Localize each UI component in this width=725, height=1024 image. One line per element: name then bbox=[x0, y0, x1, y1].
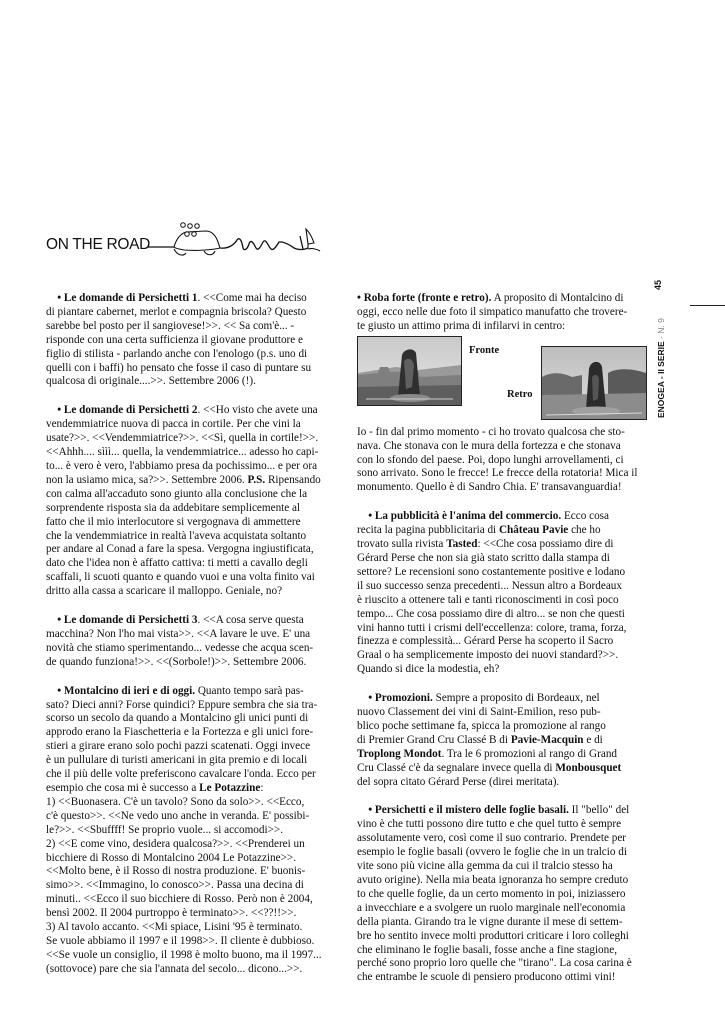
text-line: esempio le foglie basali (ovvero le foglie che in un tralcio di bbox=[357, 846, 627, 859]
text-line: fatto che il mio interlocutore si vergognava di ammettere bbox=[46, 515, 301, 528]
item-heading: • La pubblicità è l'anima del commercio. bbox=[368, 510, 562, 523]
monument-front-photo bbox=[357, 336, 462, 406]
text-line: Cru Classé c'è da segnalare invece quella di bbox=[357, 761, 556, 774]
text-line: Quando si dice la modestia, eh? bbox=[357, 663, 500, 676]
text-line: vite sono più vicine alla gemma da cui il tralcio stesso ha bbox=[357, 860, 613, 873]
text-line: con calma all'accaduto sono giunto alla conclusione che la bbox=[46, 487, 308, 500]
text-line: della pianta. Girando tra le vigne durante il mese di settem- bbox=[357, 915, 623, 928]
chateau-name: Château Pavie bbox=[498, 524, 569, 537]
magazine-title: Tasted bbox=[446, 538, 478, 551]
text-line: che il più delle volte preferiscono cavalcare l'onda. Ecco per bbox=[46, 768, 316, 781]
text-line: stieri a girare erano solo pochi pazzi scatenati. Oggi invece bbox=[46, 740, 311, 753]
running-head bbox=[653, 280, 713, 440]
text-line: minuti.. <<Ecco il suo bicchiere di Rosso. Però non è 2004, bbox=[46, 893, 313, 906]
text-line: il suo successo senza precedenti... Nessun altro a Bordeaux bbox=[357, 579, 622, 592]
photo-caption-front: Fronte bbox=[469, 344, 500, 356]
text-line: 3) Al tavolo accanto. <<Mi spiace, Lisini '95 è terminato. bbox=[46, 921, 303, 934]
text-line: oggi, ecco nelle due foto il simpatico manufatto che trovere- bbox=[357, 305, 628, 318]
paragraph-pubblicita bbox=[357, 510, 644, 677]
text-line: vendemmiatrice nuova di pacca in cortile. Per che vini la bbox=[46, 418, 301, 431]
text-line: finezza e complessità... Gérard Perse ha scoperto il Sacro bbox=[357, 635, 614, 648]
paragraph-montalcino bbox=[46, 685, 333, 977]
text-line: scaffali, li scuoti quanto e quando vuoi e una volta finito vai bbox=[46, 571, 315, 584]
monument-back-photo bbox=[541, 346, 647, 420]
paragraph-roba-forte-comment bbox=[357, 426, 644, 496]
text-line: dritto alla cassa a scaricare il malloppo. Geniale, no? bbox=[46, 585, 283, 598]
text-line: scorso un secolo da quando a Montalcino gli unici punti di bbox=[46, 712, 309, 725]
text-line: Gérard Perse che non sia già stato scritto dalla stampa di bbox=[357, 551, 610, 564]
item-heading: • Persichetti e il mistero delle foglie basali. bbox=[368, 804, 569, 817]
text-line: avuto origine). Nella mia beata ignoranza ho sempre creduto bbox=[357, 874, 629, 886]
text-line: . <<Ho visto che avete una bbox=[197, 404, 318, 417]
text-line: te giusto un attimo prima di infilarvi in centro: bbox=[357, 319, 566, 332]
text-line: figlio di stilista - parlando anche con l'enologo (p.s. uno di bbox=[46, 347, 308, 360]
text-line: con lo sfondo del paese. Poi, dopo lunghi arrovellamenti, ci bbox=[357, 453, 624, 466]
wine-name: Pavie-Macquin bbox=[510, 733, 584, 746]
ps-label: P.S. bbox=[247, 473, 266, 486]
text-line: A proposito di Montalcino di bbox=[491, 292, 624, 304]
text-line: di Premier Grand Cru Classé B di bbox=[357, 733, 511, 746]
issue-number: N. 9 bbox=[656, 318, 666, 334]
text-line: c'è questo>>. <<Ne vedo uno anche in veranda. E' possibi- bbox=[46, 809, 310, 822]
text-line: to... è vero è vero, l'abbiamo presa da pochissimo... e per ora bbox=[46, 459, 318, 472]
text-line: qualcosa di originale....>>. Settembre 2006 (!). bbox=[46, 375, 256, 388]
text-line: che ho bbox=[568, 524, 601, 537]
text-line: blico poche settimane fa, spicca la promozione al rango bbox=[357, 719, 606, 732]
text-line: tempo... Che cosa possiamo dire di altro... se non che questi bbox=[357, 607, 625, 620]
right-column bbox=[357, 292, 644, 985]
paragraph-persichetti-3 bbox=[46, 614, 333, 670]
paragraph-persichetti-1 bbox=[46, 292, 333, 389]
text-line: che eliminano le foglie basali, fosse anche a fine stagione, bbox=[357, 943, 618, 956]
text-line: sorprendente risposta sia da addebitare semplicemente al bbox=[46, 501, 301, 514]
text-line: è un pullulare di turisti americani in gita premio e di locali bbox=[46, 754, 308, 767]
text-line: . <<A cosa serve questa bbox=[197, 614, 304, 627]
text-line: <<Se vuole un consiglio, il 1998 è molto buono, ma il 1997... bbox=[46, 948, 322, 961]
text-line: esempio che cosa mi è successo a bbox=[46, 782, 200, 794]
text-line: recita la pagina pubblicitaria di bbox=[357, 524, 499, 537]
photo-caption-back: Retro bbox=[507, 388, 533, 400]
text-line: bicchiere di Rosso di Montalcino 2004 Le Potazzine>>. bbox=[46, 851, 296, 864]
text-line: macchina? Non l'ho mai vista>>. <<A lavare le uve. E' una bbox=[46, 627, 311, 640]
text-line: 2) <<E come vino, desidera qualcosa?>>. <<Prenderei un bbox=[46, 837, 305, 850]
text-line: : <<Che cosa possiamo dire di bbox=[477, 538, 614, 551]
text-line: trovato sulla rivista bbox=[357, 538, 447, 551]
text-line: approdo erano la Fiaschetteria e la Fortezza e gli unici fore- bbox=[46, 726, 314, 739]
text-line: assolutamente vero, così come il suo contrario. Prendete per bbox=[357, 832, 627, 845]
section-header bbox=[46, 218, 346, 263]
text-line: Ecco cosa bbox=[561, 510, 609, 523]
text-line: bre ho sentito invece molti produttori criticare i loro colleghi bbox=[357, 929, 629, 942]
text-line: usate?>>. <<Vendemmiatrice?>>. <<Sì, quella in cortile!>>. bbox=[46, 432, 319, 445]
text-line: sono arrivato. Sono le frecce! Le frecce della rotatoria! Mica il bbox=[357, 467, 638, 480]
text-line: <<Ahhh.... sììì... quella, la vendemmiatrice... adesso ho capi- bbox=[46, 446, 319, 459]
item-heading: • Le domande di Persichetti 2 bbox=[57, 404, 198, 417]
text-line: le?>>. <<Sbuffff! Se proprio vuole... si accomodi>>. bbox=[46, 823, 284, 836]
place-name: Le Potazzine bbox=[199, 782, 261, 794]
text-line: 1) <<Buonasera. C'è un tavolo? Sono da solo>>. <<Ecco, bbox=[46, 795, 305, 808]
paragraph-foglie-basali bbox=[357, 804, 644, 985]
text-line: è riuscito a ottenere tali e tanti riconoscimenti in così poco bbox=[357, 593, 619, 606]
text-line: risponde con una certa sufficienza il giovane produttore e bbox=[46, 333, 304, 346]
text-line: e di bbox=[583, 733, 603, 746]
section-title: ON THE ROAD bbox=[46, 236, 151, 253]
text-line: sato? Dieci anni? Forse quindici? Eppure sembra che sia tra- bbox=[46, 698, 318, 711]
text-line: di piantare cabernet, merlot e compagnia briscola? Questo bbox=[46, 305, 307, 318]
text-line: : bbox=[260, 782, 264, 794]
text-line: monumento. Quello è di Sandro Chia. E' transavanguardia! bbox=[357, 481, 622, 494]
item-heading: • Le domande di Persichetti 3 bbox=[57, 614, 198, 627]
text-line: settore? Le recensioni sono costantemente positive e lodano bbox=[357, 565, 626, 578]
text-line: Ripensando bbox=[265, 473, 321, 486]
text-line: . Tra le 6 promozioni al rango di Grand bbox=[441, 747, 618, 760]
text-line: che la vendemmiatrice in realtà l'aveva acquistata soltanto bbox=[46, 529, 307, 542]
text-line: Graal o ha semplicemente imposto dei nuovi standard?>>. bbox=[357, 649, 619, 662]
text-line: a invecchiare e a svolgere un ruolo marginale nell'economia bbox=[357, 901, 626, 914]
text-line: del sopra citato Gérard Perse (direi meritata). bbox=[357, 775, 560, 788]
text-line: vino è che tutti possono dire tutto e che quel tutto è sempre bbox=[357, 818, 622, 831]
text-line: vini hanno tutti i crismi dell'eccellenza: colore, trama, forza, bbox=[357, 621, 627, 634]
text-line: <<Molto bene, è il Rosso di nostra produzione. E' buonis- bbox=[46, 865, 306, 878]
wine-name: Monbousquet bbox=[555, 761, 622, 774]
text-line: bensì 2002. Il 2004 purtroppo è terminato>>. <<??!!>>. bbox=[46, 907, 297, 920]
item-heading: • Montalcino di ieri e di oggi. bbox=[57, 684, 196, 697]
divider bbox=[690, 305, 725, 306]
page-number: 45 bbox=[653, 279, 664, 291]
item-heading: • Promozioni. bbox=[368, 692, 433, 705]
magazine-name: ENOGEA - II SERIE bbox=[656, 341, 666, 418]
text-line: dato che l'idea non è affatto cattiva: ti metti a cavallo degli bbox=[46, 557, 308, 570]
text-line: Io - fin dal primo momento - ci ho trovato qualcosa che sto- bbox=[357, 425, 625, 438]
text-line: to che quelle foglie, da un certo momento in poi, iniziassero bbox=[357, 887, 626, 900]
text-line: perché sono proprio loro quelle che "tirano". La cosa carina è bbox=[357, 957, 632, 970]
text-line: Sempre a proposito di Bordeaux, nel bbox=[432, 692, 600, 705]
item-heading: • Le domande di Persichetti 1 bbox=[57, 292, 198, 304]
left-column bbox=[46, 292, 333, 977]
text-line: simo>>. <<Immagino, lo conosco>>. Passa una decina di bbox=[46, 879, 304, 892]
issue-separator: - bbox=[656, 333, 666, 342]
magazine-issue-label bbox=[656, 318, 666, 418]
item-heading: • Roba forte (fronte e retro). bbox=[357, 292, 492, 304]
text-line: Se vuole abbiamo il 1997 e il 1998>>. Il cliente è dubbioso. bbox=[46, 934, 315, 947]
text-line: sarebbe bel posto per il sangiovese!>>. << Sa com'è... - bbox=[46, 319, 295, 332]
text-line: de quando funziona!>>. <<(Sorbole!)>>. Settembre 2006. bbox=[46, 655, 307, 668]
text-line: quelli con i baffi) ho pensato che fosse il caso di puntare su bbox=[46, 361, 312, 374]
text-line: Il "bello" del bbox=[568, 804, 630, 817]
text-line: Quanto tempo sarà pas- bbox=[195, 684, 304, 697]
photo-pair bbox=[357, 336, 644, 420]
paragraph-persichetti-2 bbox=[46, 404, 333, 599]
text-line: che entrambe le scuole di pensiero producono ottimi vini! bbox=[357, 971, 616, 984]
paragraph-promozioni bbox=[357, 692, 644, 789]
text-line: non la usiamo mica, sa?>>. Settembre 2006. bbox=[46, 473, 248, 486]
text-line: (sottovoce) pare che sia l'annata del secolo... dicono...>>. bbox=[46, 962, 303, 975]
text-line: . <<Come mai ha deciso bbox=[197, 292, 307, 304]
paragraph-roba-forte bbox=[357, 292, 644, 334]
text-line: novità che stiamo sperimentando... vedesse che acqua scen- bbox=[46, 641, 314, 654]
text-line: per andare al Conad a fare la spesa. Vergogna ingiustificata, bbox=[46, 543, 314, 556]
text-line: nava. Che stonava con le mura della fortezza e che stonava bbox=[357, 439, 621, 452]
text-line: nuovo Classement dei vini di Saint-Emilion, reso pub- bbox=[357, 706, 601, 719]
wine-name: Troplong Mondot bbox=[357, 747, 442, 760]
